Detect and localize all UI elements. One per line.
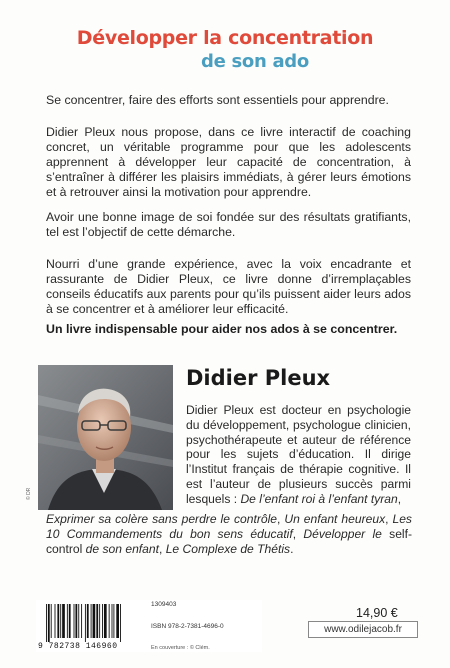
author-bio [186, 403, 411, 507]
barcode-bar [51, 604, 52, 638]
barcode-bar [55, 604, 56, 638]
book-title-1: De l’enfant roi à l’enfant tyran [240, 491, 398, 506]
book-title-3: Un enfant heureux [284, 512, 386, 526]
bio-intro: Didier Pleux est docteur en psychologie du développement, psychologue clinicien, psychothérapeute et auteur de référence pour les sujets d’éducation. Il dirige l’Institut français de thérapie cognitive. Il est l’auteur de plusieurs succès parmi lesquels : [186, 403, 411, 506]
barcode-bar [67, 604, 68, 638]
paragraph-intro: Se concentrer, faire des efforts sont essentiels pour apprendre. [46, 93, 389, 107]
website-link[interactable]: www.odilejacob.fr [308, 621, 418, 638]
paragraph-objective: Avoir une bonne image de soi fondée sur des résultats gratifiants, tel est l’objectif de cette démarche. [46, 210, 411, 239]
barcode-bar [78, 604, 79, 638]
barcode-bar [116, 604, 119, 638]
author-photo [38, 365, 173, 510]
book-title-4: Les 10 Commandements du bon sens éducatif [46, 512, 412, 541]
paragraph-experience: Nourri d’une grande expérience, avec la voix encadrante et rassurante de Didier Pleux, ce livre donne d’irremplaçables conseils éducatifs aux parents pour qu’ils puissent aider leurs ados à se concentrer et à améliorer leur efficacité. [46, 257, 411, 316]
title-line-1: Développer la concentration [76, 27, 374, 49]
highlight-tagline: Un livre indispensable pour aider nos ados à se concentrer. [46, 322, 398, 336]
barcode-bar [87, 604, 89, 638]
title-line-2-accent: ado [272, 51, 309, 72]
photo-credit: © DR [26, 487, 32, 500]
barcode-bar [81, 604, 82, 638]
book-title-5b: self-control [46, 526, 412, 556]
barcode-bar [46, 604, 47, 642]
barcode-bar [69, 604, 71, 638]
isbn: ISBN 978-2-7381-4696-0 [151, 623, 224, 630]
barcode-bar [93, 604, 96, 638]
barcode-bar [75, 604, 77, 638]
barcode-bar [113, 604, 114, 638]
paragraph-program: Didier Pleux nous propose, dans ce livre interactif de coaching concret, un véritable programme pour que les adolescents apprennent à développer leur capacité de concentration, à s’entraîner à différer les plaisirs immédiats, à gérer leurs émotions et à retrouver ainsi la motivation pour apprendre. [46, 125, 411, 199]
price: 14,90 € [356, 606, 398, 620]
barcode-bar [104, 604, 107, 638]
barcode-bar [102, 604, 103, 638]
book-title-5a: Développer le [303, 526, 390, 541]
barcode-bar [57, 604, 59, 638]
title-line-2-prefix: de son [201, 51, 273, 72]
cover-credit: En couverture : © Clém. [151, 645, 210, 651]
barcode-bar [85, 604, 86, 642]
bio-sep: , [276, 512, 285, 526]
barcode [36, 600, 262, 652]
author-bio-continued [46, 512, 412, 556]
title-line-2 [0, 50, 450, 74]
barcode-bar [91, 604, 92, 638]
bio-sep: , [397, 491, 402, 506]
barcode-bar [74, 604, 75, 638]
bio-sep: , [158, 541, 166, 556]
product-code: 1309403 [151, 601, 177, 608]
book-title-2: Exprimer sa colère sans perdre le contrôle [46, 512, 277, 526]
barcode-bar [60, 604, 61, 638]
barcode-bar [96, 604, 98, 638]
barcode-bar [48, 604, 50, 642]
book-title-5c: de son enfant [82, 541, 159, 556]
barcode-bar [99, 604, 100, 638]
book-title [0, 26, 450, 74]
bio-sep: , [385, 512, 393, 526]
barcode-bar [112, 604, 113, 638]
bio-end: . [290, 541, 294, 556]
author-name: Didier Pleux [186, 366, 331, 390]
barcode-bar [62, 604, 65, 638]
barcode-bars [46, 604, 146, 642]
barcode-bar [120, 604, 121, 642]
barcode-bar [109, 604, 110, 638]
barcode-digits: 9 782738 146960 [38, 642, 118, 651]
book-title-6: Le Complexe de Thétis [165, 541, 291, 556]
bio-sep: , [292, 526, 304, 541]
